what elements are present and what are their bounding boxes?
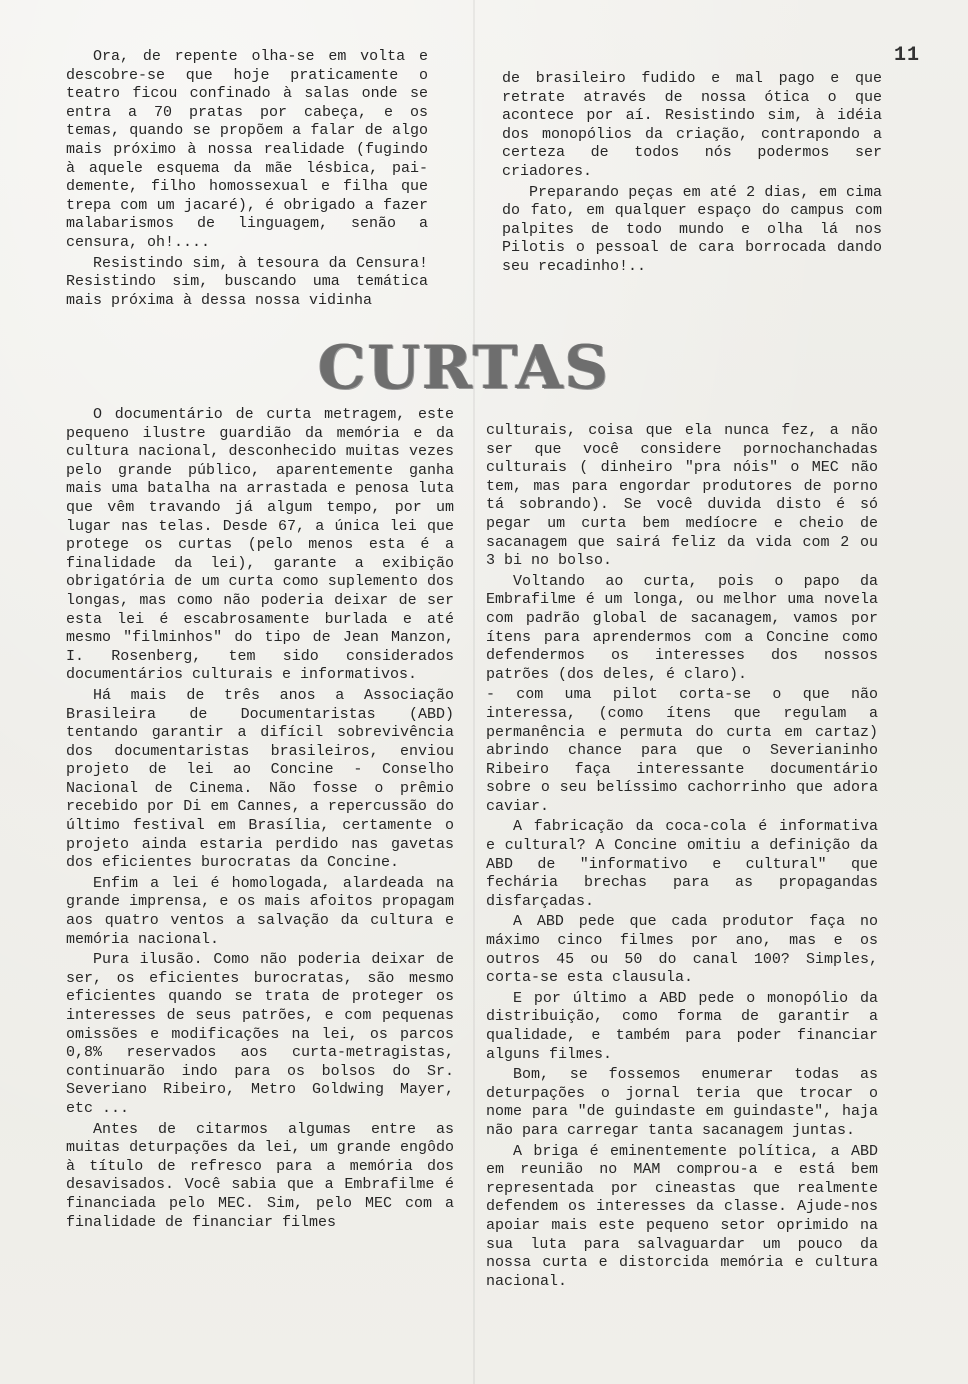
- paragraph: de brasileiro fudido e mal pago e que retrate através de nossa ótica o que acontece por aí. Resistindo sim, à idéia dos monopólios da criação, contrapondo a certeza de todos nós podermos ser criadores.: [502, 70, 882, 180]
- paper-fold: [473, 0, 475, 1384]
- paragraph: O documentário de curta metragem, este pequeno ilustre guardião da memória e da cultura nacional, desconhecido muitas vezes pelo grande público, aparentemente ganha mais uma batalha na arrastada e penosa luta que vêm travando já algum tempo, por um lugar nas telas. Desde 67, a única lei que protege os curtas (pelo menos esta é a finalidade da lei), garante a exibição obrigatória de um curta como suplemento dos longas, mas como não poderia deixar de ser esta lei é escabrosamente burlada e até mesmo "filminhos" do tipo de Jean Manzon, I. Rosenberg, tem sido considerados documentários culturais e informativos.: [66, 406, 454, 684]
- top-left-column: [66, 48, 428, 310]
- paragraph: Resistindo sim, à tesoura da Censura! Resistindo sim, buscando uma temática mais próxima à dessa nossa vidinha: [66, 254, 428, 309]
- top-right-column: [502, 70, 882, 277]
- page-number: 11: [893, 44, 920, 67]
- paragraph: E por último a ABD pede o monopólio da distribuição, como forma de garantir a qualidade, e também para poder financiar alguns filmes.: [486, 989, 878, 1063]
- paragraph: culturais, coisa que ela nunca fez, a não ser que você considere pornochanchadas culturais ( dinheiro "pra nóis" o MEC não tem, mas para engordar produtores de porno tá sobrando). Se você duvida disto é só pegar um curta bem medíocre e cheio de sacanagem que sairá feliz da vida com 2 ou 3 bi no bolso.: [486, 422, 878, 570]
- paragraph: Preparando peças em até 2 dias, em cima do fato, em qualquer espaço do campus com palpites de todo mundo e olha lá nos Pilotis o pessoal de cara borrocada dando seu recadinho!..: [502, 183, 882, 275]
- paragraph: - com uma pilot corta-se o que não interessa, (como ítens que regulam a permanência e permuta do curta em cartaz) abrindo chance para que o Severianinho Ribeiro faça interessante documentário sobre o seu belíssimo cachorrinho que adora caviar.: [486, 686, 878, 815]
- paragraph: Antes de citarmos algumas entre as muitas deturpações da lei, um grande engôdo à título de refresco para a memória dos desavisados. Você sabia que a Embrafilme é financiada pelo MEC. Sim, pelo MEC com a finalidade de financiar filmes: [66, 1120, 454, 1231]
- paragraph: Bom, se fossemos enumerar todas as deturpações o jornal teria que trocar o nome para "de guindaste em guindaste", haja não para carregar tanta sacanagem juntas.: [486, 1066, 878, 1139]
- paragraph: A fabricação da coca-cola é informativa e cultural? A Concine omitiu a definição da ABD de "informativo e cultural" que fechária brechas para as propagandas disfarçadas.: [486, 818, 878, 910]
- paragraph: Enfim a lei é homologada, alardeada na grande imprensa, e os mais afoitos propagam aos quatro ventos a salvação da cultura e memória nacional.: [66, 874, 454, 948]
- article-right-column: [486, 422, 878, 1291]
- paragraph: A briga é eminentemente política, a ABD em reunião no MAM comprou-a e está bem representada por cineastas que realmente defendem os interesses da classe. Ajude-nos apoiar mais este pequeno setor oprimido na sua luta para salvaguardar um pouco da nossa curta e distorcida memória e cultura nacional.: [486, 1142, 878, 1290]
- paragraph: Voltando ao curta, pois o papo da Embrafilme é um longa, ou melhor uma novela com padrão global de sacanagem, vamos por ítens para aprendermos com a Concine como defendermos os interesses dos nossos patrões (dos deles, é claro).: [486, 572, 878, 683]
- paragraph: Há mais de três anos a Associação Brasileira de Documentaristas (ABD) tentando garantir a difícil sobrevivência dos documentaristas brasileiros, enviou projeto de lei ao Concine - Conselho Nacional de Cinema. Não fosse o prêmio recebido por Di em Cannes, a repercussão do último festival em Brasília, certamente o projeto ainda estaria perdido nas gavetas dos eficientes burocratas da Concine.: [66, 686, 454, 872]
- paragraph: Pura ilusão. Como não poderia deixar de ser, os eficientes burocratas, são mesmo eficientes quando se trata de proteger os interesses de seus patrões, e com pequenas omissões e modificações na lei, os parcos 0,8% reservados aos curta-metragistas, continuarão indo para os bolsos do Sr. Severiano Ribeiro, Metro Goldwing Mayer, etc ...: [66, 951, 454, 1117]
- paragraph: A ABD pede que cada produtor faça no máximo cinco filmes por ano, mas e os outros 45 ou 50 do canal 100? Simples, corta-se esta clausula.: [486, 913, 878, 987]
- paragraph: Ora, de repente olha-se em volta e descobre-se que hoje praticamente o teatro ficou confinado à salas onde se entra a 70 pratas por cabeça, e os temas, quando se propõem a falar de algo mais próximo à nossa realidade (fugindo à aquele esquema da mãe lésbica, pai-demente, filho homossexual e filha que trepa com um jacaré), é obrigado a fazer malabarismos de linguagem, senão a censura, oh!....: [66, 48, 428, 251]
- headline-curtas: CURTAS: [318, 333, 611, 403]
- article-left-column: [66, 406, 454, 1232]
